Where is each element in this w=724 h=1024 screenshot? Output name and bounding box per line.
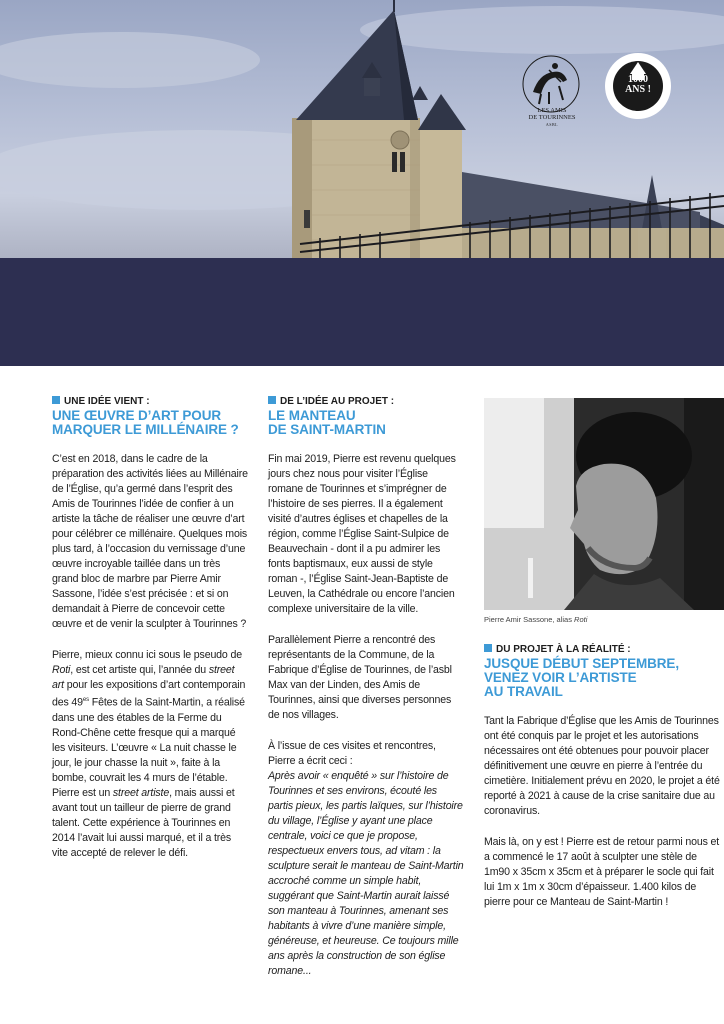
millenaire-logo-text [604,75,672,95]
title-band [0,258,724,366]
column-projet [268,396,464,979]
les-amis-logo-text: LES AMIS DE TOURINNES ASBL [528,107,576,127]
hero-church-photo [0,0,724,258]
paragraph: À l’issue de ces visites et rencontres, Pierre a écrit ceci : Après avoir « enquêté » sur l’histoire de Tourinnes et ses environs, écouté les partis pieux, les partis laïques, sur l’histoire du village, l’Église y ayant une place centrale, voici ce que je propose, respectueux envers tous, ad vitam : la sculpture serait le manteau de Saint-Martin accroché comme un simple habit, suggérant que Saint-Martin aurait laissé son manteau à Tourinnes, amenant ses habitants à vivre d’une manière simple, généreuse, et heureuse. Ce toujours mille ans après la construction de son église romane... [268,740,464,977]
paragraph: Mais là, on y est ! Pierre est de retour parmi nous et a commencé le 17 août à sculpter une stèle de 1m90 x 35cm x 35cm et à préparer le socle qui fait lui 1m x 1m x 30cm d’épaisseur. 1.400 kilos de pierre pour ce Manteau de Saint-Martin ! [484,836,720,908]
section-subtitle: LE MANTEAU DE SAINT-MARTIN [268,408,386,437]
photo-caption: Pierre Amir Sassone, alias Roti [484,615,588,624]
section-kicker: DU PROJET À LA RÉALITÉ : [484,644,720,656]
column-realite [484,644,720,910]
millenaire-1000: 1000 [628,74,648,85]
artist-portrait-photo [484,398,724,610]
column-idee [52,396,248,861]
millenaire-ans: ANS ! [625,84,651,95]
church-illustration [0,0,724,258]
square-bullet-icon [52,396,60,404]
paragraph: Parallèlement Pierre a rencontré des représentants de la Commune, de la Fabrique d’Église de Tourinnes, de l’asbl Max van der Linden, des Amis de Tourinnes, ainsi que diverses personnes de nos villages. [268,634,452,721]
square-bullet-icon [268,396,276,404]
paragraph: Fin mai 2019, Pierre est revenu quelques jours chez nous pour visiter l’Église romane de Tourinnes et s’imprégner de l’histoire de ses pierres. Il a également visité d’autres églises et chapelles de la région, comme l’Église Saint-Sulpice de Beauvechain - dont il a pu admirer les fonts baptismaux, eux aussi de style roman -, l’Église Saint-Jean-Baptiste de Leuven, la Cathédrale ou encore l’ancien complexe universitaire de la ville. [268,453,456,615]
paragraph: Tant la Fabrique d’Église que les Amis de Tourinnes ont été conquis par le projet et les autorisations nécessaires ont été obtenues pour pouvoir placer définitivement une œuvre en pierre à l’entrée du cimetière. Initialement prévu en 2020, le projet a été reporté à 2021 à cause de la crise sanitaire due au coronavirus. [484,715,720,817]
paragraph: C’est en 2018, dans le cadre de la préparation des activités liées au Millénaire de l’Église, qu’a germé dans l’esprit des Amis de Tourinnes l’idée de confier à un artiste la tâche de réaliser une œuvre d’art pour célébrer ce millénaire. Quelques mois plus tard, à l’occasion du vernissage d’une œuvre incroyable taillée dans un très grand bloc de marbre par Pierre Amir Sassone, l’idée s’est précisée : et si on demandait à Pierre de concevoir cette œuvre et de venir la sculpter à Tourinnes ? [52,453,248,630]
section-subtitle: UNE ŒUVRE D’ART POUR MARQUER LE MILLÉNAIRE ? [52,408,239,437]
paragraph: Pierre, mieux connu ici sous le pseudo de Roti, est cet artiste qui, l’année du street art pour les expositions d’art contemporain des $49^{es}$ Fêtes de la Saint-Martin, a réalisé dans une des étables de la Ferme du Rond-Chêne cette fresque qui a marqué les visiteurs. L’œuvre « La nuit chasse le jour, le jour chasse la nuit », faite à la bombe, couvrait les 4 murs de l’étable. Pierre est un street artiste, mais aussi et avant tout un tailleur de pierre de grand talent. Cette expérience à Tourinnes en 2014 l’avait lui aussi marqué, et il a très vite accepté de relever le défi. [52,649,246,859]
artist-quote: Après avoir « enquêté » sur l’histoire de Tourinnes et ses environs, écouté les partis pieux, les partis laïques, sur l’histoire du village, l’Église y ayant une place centrale, voici ce que je propose, respectueux envers tous, ad vitam : la sculpture serait le manteau de Saint-Martin accroché comme un simple habit, suggérant que Saint-Martin aurait laissé son manteau à Tourinnes, amenant ses habitants à vivre d’une manière simple, généreuse, et heureuse. Ce toujours mille ans après la construction de son église romane... [268,770,464,977]
section-kicker: UNE IDÉE VIENT : [52,396,248,408]
section-kicker: DE L’IDÉE AU PROJET : [268,396,464,408]
section-subtitle: JUSQUE DÉBUT SEPTEMBRE, VENEZ VOIR L’ARTISTE AU TRAVAIL [484,656,679,699]
square-bullet-icon [484,644,492,652]
